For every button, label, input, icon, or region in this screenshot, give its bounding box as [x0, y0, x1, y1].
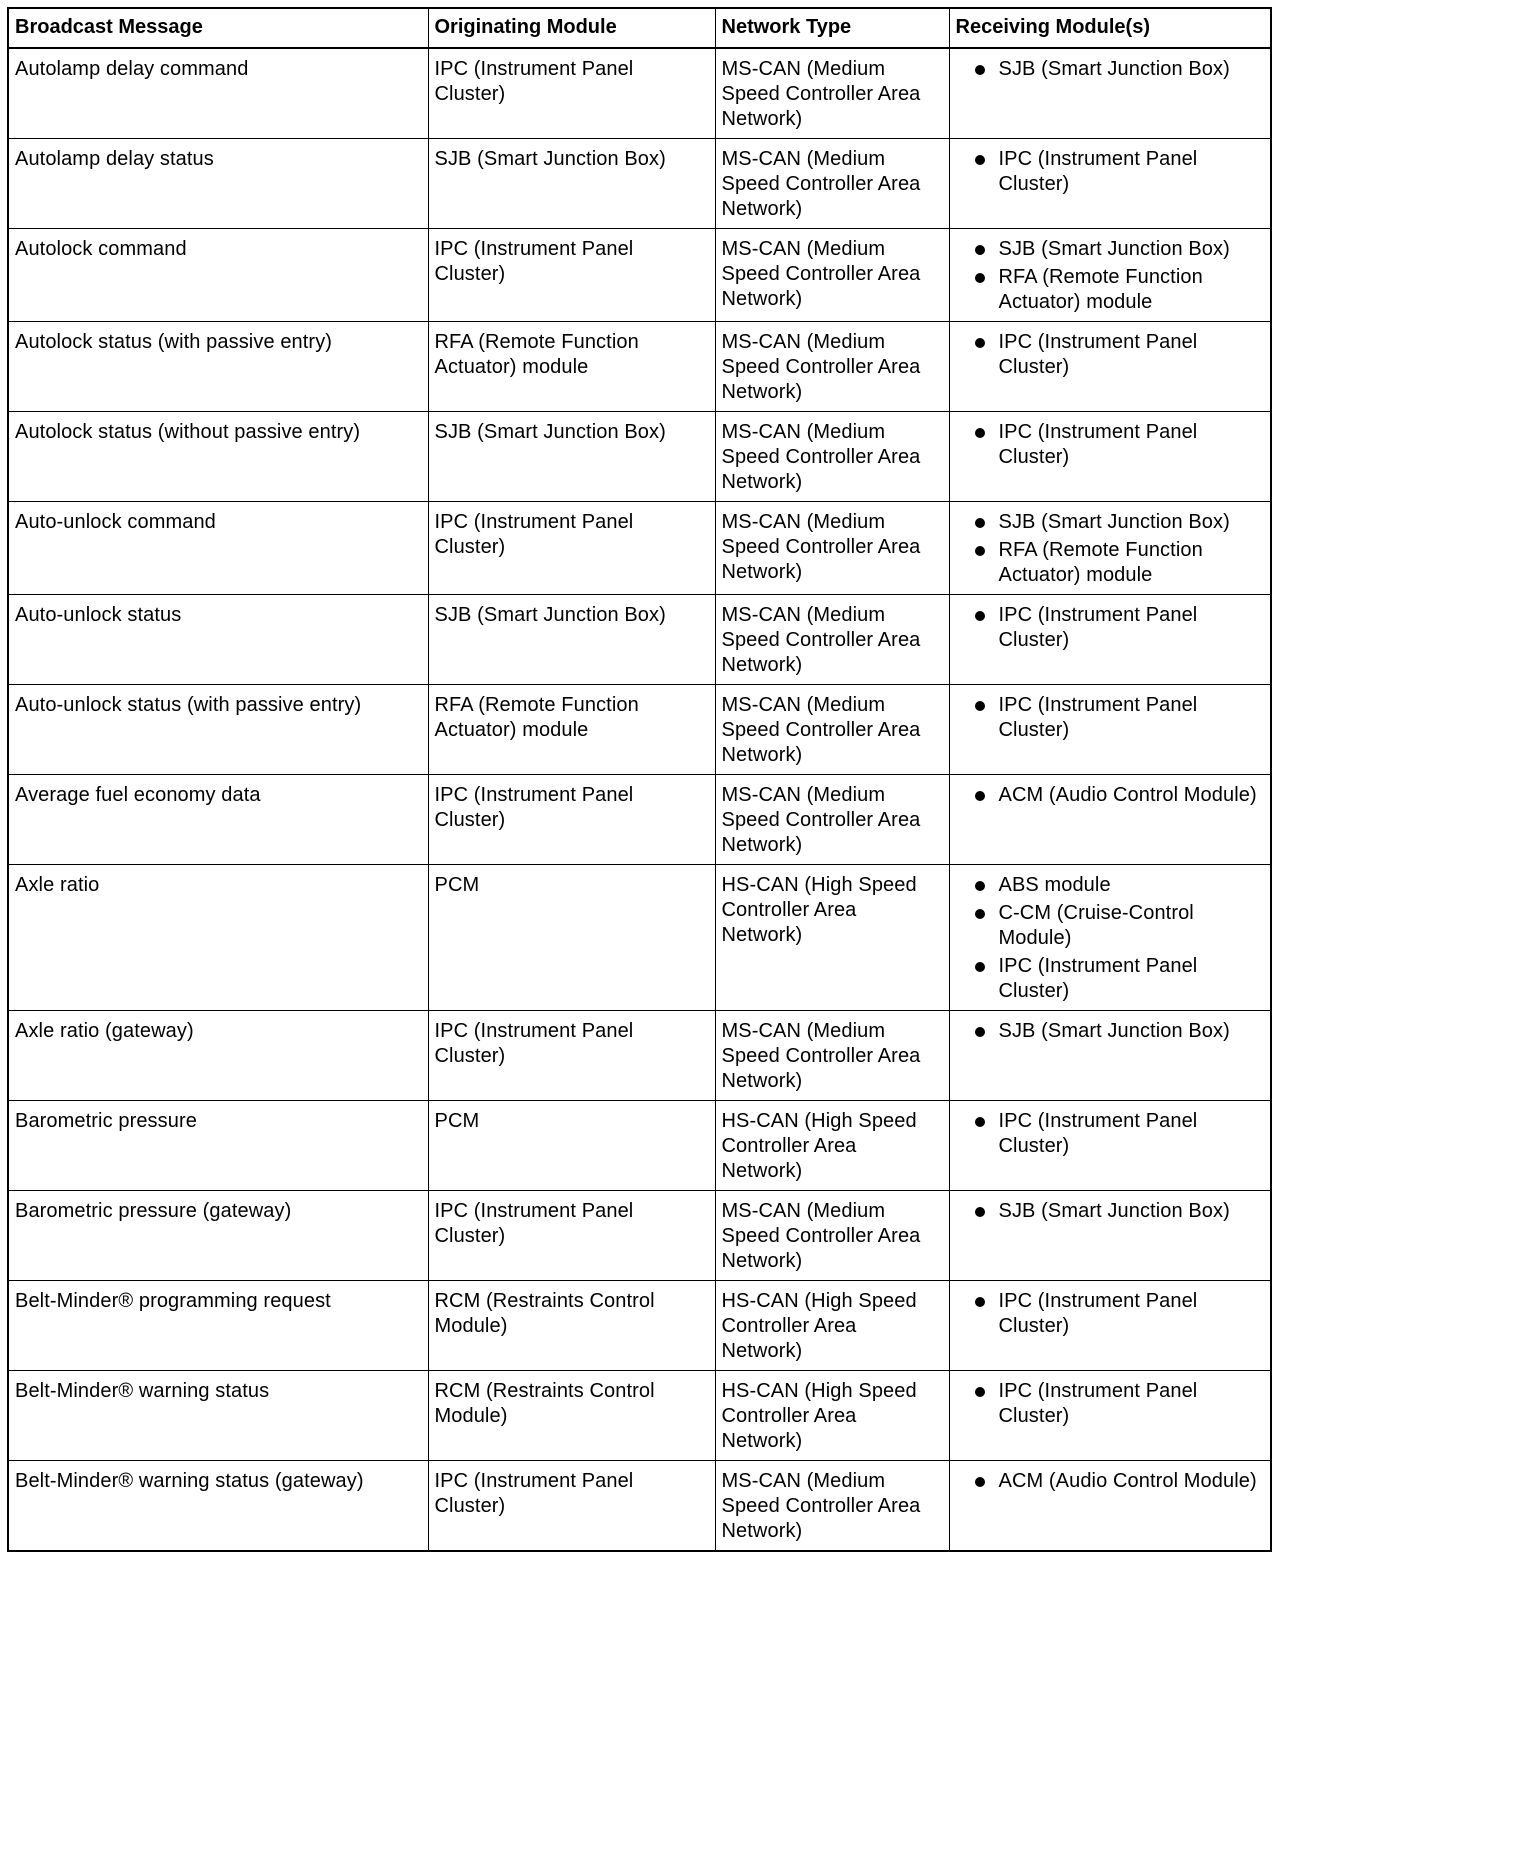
bullet-icon — [975, 701, 985, 711]
table-header-row — [8, 8, 1271, 48]
network-type-cell: HS-CAN (High Speed Controller Area Network) — [715, 865, 949, 1011]
list-item — [956, 237, 1265, 262]
receiving-modules-cell — [949, 775, 1271, 865]
broadcast-message-cell: Auto-unlock status — [8, 595, 428, 685]
table-row — [8, 412, 1271, 502]
receiving-modules-cell — [949, 685, 1271, 775]
receiving-modules-cell — [949, 322, 1271, 412]
table-row — [8, 1281, 1271, 1371]
receiving-modules-cell — [949, 1101, 1271, 1191]
receiving-modules-cell — [949, 502, 1271, 595]
list-item — [956, 783, 1265, 808]
broadcast-message-cell: Autolamp delay status — [8, 139, 428, 229]
receiving-module-label: IPC (Instrument Panel Cluster) — [998, 1290, 1198, 1337]
receiving-module-label: ACM (Audio Control Module) — [998, 784, 1257, 806]
network-type-cell: MS-CAN (Medium Speed Controller Area Network) — [715, 1461, 949, 1552]
receiving-modules-list — [956, 237, 1265, 315]
bullet-icon — [975, 1027, 985, 1037]
receiving-modules-cell — [949, 1191, 1271, 1281]
broadcast-message-cell: Axle ratio (gateway) — [8, 1011, 428, 1101]
broadcast-message-cell: Autolock status (with passive entry) — [8, 322, 428, 412]
list-item — [956, 901, 1265, 951]
receiving-modules-cell — [949, 1461, 1271, 1552]
bullet-icon — [975, 881, 985, 891]
table-row — [8, 1101, 1271, 1191]
receiving-module-label: IPC (Instrument Panel Cluster) — [998, 604, 1198, 651]
network-type-cell: MS-CAN (Medium Speed Controller Area Network) — [715, 595, 949, 685]
network-type-cell: MS-CAN (Medium Speed Controller Area Network) — [715, 412, 949, 502]
originating-module-cell: IPC (Instrument Panel Cluster) — [428, 502, 715, 595]
broadcast-message-cell: Belt-Minder® warning status — [8, 1371, 428, 1461]
broadcast-message-cell: Belt-Minder® programming request — [8, 1281, 428, 1371]
receiving-module-label: SJB (Smart Junction Box) — [998, 1020, 1230, 1042]
receiving-module-label: IPC (Instrument Panel Cluster) — [998, 955, 1198, 1002]
originating-module-cell: IPC (Instrument Panel Cluster) — [428, 1191, 715, 1281]
receiving-module-label: RFA (Remote Function Actuator) module — [998, 539, 1203, 586]
receiving-modules-list — [956, 330, 1265, 380]
list-item — [956, 265, 1265, 315]
list-item — [956, 954, 1265, 1004]
originating-module-cell: IPC (Instrument Panel Cluster) — [428, 229, 715, 322]
broadcast-message-cell: Auto-unlock command — [8, 502, 428, 595]
originating-module-cell: PCM — [428, 865, 715, 1011]
receiving-modules-cell — [949, 48, 1271, 139]
receiving-modules-list — [956, 1199, 1265, 1224]
bullet-icon — [975, 791, 985, 801]
table-row — [8, 685, 1271, 775]
network-type-cell: MS-CAN (Medium Speed Controller Area Network) — [715, 229, 949, 322]
originating-module-cell: RFA (Remote Function Actuator) module — [428, 322, 715, 412]
receiving-modules-list — [956, 783, 1265, 808]
receiving-module-label: IPC (Instrument Panel Cluster) — [998, 331, 1198, 378]
table-row — [8, 865, 1271, 1011]
broadcast-message-cell: Belt-Minder® warning status (gateway) — [8, 1461, 428, 1552]
originating-module-cell: PCM — [428, 1101, 715, 1191]
receiving-modules-cell — [949, 1371, 1271, 1461]
table-row — [8, 595, 1271, 685]
bullet-icon — [975, 273, 985, 283]
bullet-icon — [975, 65, 985, 75]
table-row — [8, 1461, 1271, 1552]
bullet-icon — [975, 1207, 985, 1217]
originating-module-cell: IPC (Instrument Panel Cluster) — [428, 1011, 715, 1101]
bullet-icon — [975, 909, 985, 919]
receiving-modules-cell — [949, 139, 1271, 229]
receiving-modules-cell — [949, 412, 1271, 502]
receiving-module-label: IPC (Instrument Panel Cluster) — [998, 148, 1198, 195]
bullet-icon — [975, 518, 985, 528]
bullet-icon — [975, 611, 985, 621]
receiving-modules-list — [956, 1289, 1265, 1339]
receiving-modules-list — [956, 1469, 1265, 1494]
table-body — [8, 48, 1271, 1551]
bullet-icon — [975, 962, 985, 972]
list-item — [956, 330, 1265, 380]
table-row — [8, 1191, 1271, 1281]
network-type-cell: MS-CAN (Medium Speed Controller Area Network) — [715, 322, 949, 412]
receiving-modules-list — [956, 147, 1265, 197]
broadcast-message-cell: Barometric pressure (gateway) — [8, 1191, 428, 1281]
list-item — [956, 1199, 1265, 1224]
receiving-module-label: ABS module — [998, 874, 1111, 896]
receiving-modules-cell — [949, 229, 1271, 322]
network-type-cell: MS-CAN (Medium Speed Controller Area Network) — [715, 685, 949, 775]
bullet-icon — [975, 1117, 985, 1127]
originating-module-cell: SJB (Smart Junction Box) — [428, 595, 715, 685]
broadcast-message-cell: Axle ratio — [8, 865, 428, 1011]
header-broadcast-message: Broadcast Message — [8, 8, 428, 48]
table-row — [8, 1011, 1271, 1101]
table-row — [8, 48, 1271, 139]
receiving-module-label: ACM (Audio Control Module) — [998, 1470, 1257, 1492]
list-item — [956, 420, 1265, 470]
receiving-modules-list — [956, 1019, 1265, 1044]
header-originating-module: Originating Module — [428, 8, 715, 48]
list-item — [956, 1469, 1265, 1494]
list-item — [956, 1019, 1265, 1044]
network-type-cell: MS-CAN (Medium Speed Controller Area Network) — [715, 1011, 949, 1101]
bullet-icon — [975, 1477, 985, 1487]
receiving-module-label: IPC (Instrument Panel Cluster) — [998, 1380, 1198, 1427]
originating-module-cell: RCM (Restraints Control Module) — [428, 1281, 715, 1371]
header-network-type: Network Type — [715, 8, 949, 48]
originating-module-cell: IPC (Instrument Panel Cluster) — [428, 48, 715, 139]
receiving-modules-list — [956, 873, 1265, 1004]
receiving-modules-list — [956, 510, 1265, 588]
receiving-modules-cell — [949, 1281, 1271, 1371]
originating-module-cell: IPC (Instrument Panel Cluster) — [428, 775, 715, 865]
receiving-modules-list — [956, 603, 1265, 653]
network-type-cell: MS-CAN (Medium Speed Controller Area Network) — [715, 139, 949, 229]
broadcast-message-cell: Autolock status (without passive entry) — [8, 412, 428, 502]
originating-module-cell: RCM (Restraints Control Module) — [428, 1371, 715, 1461]
receiving-modules-list — [956, 1379, 1265, 1429]
broadcast-message-cell: Average fuel economy data — [8, 775, 428, 865]
table-row — [8, 322, 1271, 412]
list-item — [956, 1109, 1265, 1159]
originating-module-cell: RFA (Remote Function Actuator) module — [428, 685, 715, 775]
table-row — [8, 775, 1271, 865]
table-row — [8, 1371, 1271, 1461]
receiving-modules-list — [956, 1109, 1265, 1159]
list-item — [956, 1379, 1265, 1429]
originating-module-cell: IPC (Instrument Panel Cluster) — [428, 1461, 715, 1552]
receiving-modules-cell — [949, 1011, 1271, 1101]
network-type-cell: HS-CAN (High Speed Controller Area Network) — [715, 1101, 949, 1191]
list-item — [956, 873, 1265, 898]
network-type-cell: HS-CAN (High Speed Controller Area Network) — [715, 1281, 949, 1371]
list-item — [956, 538, 1265, 588]
network-type-cell: MS-CAN (Medium Speed Controller Area Network) — [715, 1191, 949, 1281]
header-receiving-modules: Receiving Module(s) — [949, 8, 1271, 48]
receiving-module-label: SJB (Smart Junction Box) — [998, 511, 1230, 533]
receiving-modules-cell — [949, 595, 1271, 685]
list-item — [956, 603, 1265, 653]
network-type-cell: HS-CAN (High Speed Controller Area Network) — [715, 1371, 949, 1461]
table-row — [8, 229, 1271, 322]
bullet-icon — [975, 245, 985, 255]
list-item — [956, 147, 1265, 197]
receiving-module-label: RFA (Remote Function Actuator) module — [998, 266, 1203, 313]
bullet-icon — [975, 338, 985, 348]
broadcast-message-cell: Auto-unlock status (with passive entry) — [8, 685, 428, 775]
receiving-module-label: IPC (Instrument Panel Cluster) — [998, 421, 1198, 468]
bullet-icon — [975, 428, 985, 438]
broadcast-message-table — [7, 7, 1272, 1552]
network-type-cell: MS-CAN (Medium Speed Controller Area Network) — [715, 775, 949, 865]
receiving-modules-list — [956, 420, 1265, 470]
bullet-icon — [975, 155, 985, 165]
receiving-modules-cell — [949, 865, 1271, 1011]
receiving-modules-list — [956, 693, 1265, 743]
receiving-module-label: SJB (Smart Junction Box) — [998, 238, 1230, 260]
broadcast-message-cell: Autolock command — [8, 229, 428, 322]
list-item — [956, 1289, 1265, 1339]
broadcast-message-cell: Autolamp delay command — [8, 48, 428, 139]
receiving-module-label: SJB (Smart Junction Box) — [998, 58, 1230, 80]
bullet-icon — [975, 546, 985, 556]
network-type-cell: MS-CAN (Medium Speed Controller Area Network) — [715, 48, 949, 139]
list-item — [956, 57, 1265, 82]
bullet-icon — [975, 1387, 985, 1397]
list-item — [956, 510, 1265, 535]
originating-module-cell: SJB (Smart Junction Box) — [428, 412, 715, 502]
network-type-cell: MS-CAN (Medium Speed Controller Area Network) — [715, 502, 949, 595]
receiving-module-label: IPC (Instrument Panel Cluster) — [998, 1110, 1198, 1157]
table-row — [8, 502, 1271, 595]
receiving-module-label: IPC (Instrument Panel Cluster) — [998, 694, 1198, 741]
originating-module-cell: SJB (Smart Junction Box) — [428, 139, 715, 229]
table-row — [8, 139, 1271, 229]
receiving-module-label: C-CM (Cruise-Control Module) — [998, 902, 1194, 949]
receiving-modules-list — [956, 57, 1265, 82]
list-item — [956, 693, 1265, 743]
bullet-icon — [975, 1297, 985, 1307]
receiving-module-label: SJB (Smart Junction Box) — [998, 1200, 1230, 1222]
broadcast-message-cell: Barometric pressure — [8, 1101, 428, 1191]
